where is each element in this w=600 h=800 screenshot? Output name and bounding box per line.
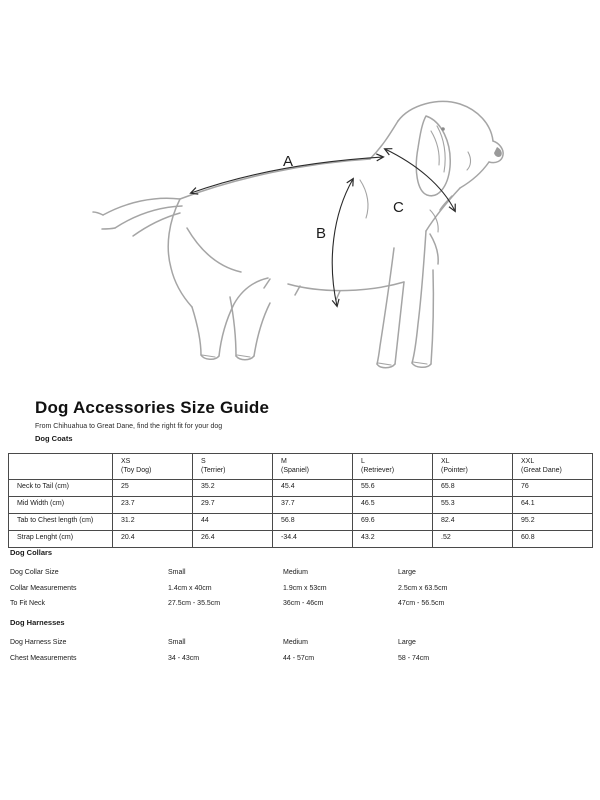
row-label: Collar Measurements xyxy=(10,584,77,592)
collar-fit-neck-row xyxy=(10,600,592,608)
row-value: 34 - 43cm xyxy=(168,654,200,662)
coats-cell: 35.2 xyxy=(193,479,273,496)
coats-row-mid-width xyxy=(9,496,593,513)
coats-row-tab-to-chest xyxy=(9,513,593,530)
coats-cell: 69.6 xyxy=(353,513,433,530)
row-value: Large xyxy=(398,639,416,646)
breed-name: (Retriever) xyxy=(361,467,395,475)
harness-chest-row xyxy=(10,655,592,663)
row-value: 36cm - 46cm xyxy=(283,600,324,608)
row-value: 44 - 57cm xyxy=(283,654,315,662)
section-heading-collars: Dog Collars xyxy=(10,548,53,557)
row-value: 1.9cm x 53cm xyxy=(283,584,327,592)
coats-table xyxy=(8,453,593,548)
dog-nose xyxy=(494,147,502,157)
breed-name: (Spaniel) xyxy=(281,467,310,475)
size-code: M xyxy=(281,458,287,465)
coats-cell: 95.2 xyxy=(513,513,593,530)
row-label: To Fit Neck xyxy=(10,600,46,608)
row-value: 27.5cm - 35.5cm xyxy=(168,600,221,608)
coats-cell: .52 xyxy=(433,530,513,547)
coats-column-header-xs xyxy=(113,454,193,480)
row-label: Chest Measurements xyxy=(10,654,77,662)
coats-cell: 26.4 xyxy=(193,530,273,547)
size-code: XXL xyxy=(521,458,535,465)
coats-column-header-l xyxy=(353,454,433,480)
coats-row-label: Mid Width (cm) xyxy=(9,496,113,513)
breed-name: (Great Dane) xyxy=(521,467,562,475)
coats-cell: 25 xyxy=(113,479,193,496)
measurement-arrow-b xyxy=(332,179,353,306)
dog-collars-section xyxy=(10,548,592,616)
row-label: Dog Harness Size xyxy=(10,639,67,646)
row-value: Small xyxy=(168,639,186,646)
coats-cell: 23.7 xyxy=(113,496,193,513)
coats-cell: -34.4 xyxy=(273,530,353,547)
size-code: XS xyxy=(121,458,131,465)
row-value: 1.4cm x 40cm xyxy=(168,584,212,592)
coats-cell: 64.1 xyxy=(513,496,593,513)
coats-cell: 55.6 xyxy=(353,479,433,496)
dog-sketch xyxy=(93,101,503,367)
breed-name: (Pointer) xyxy=(441,467,468,475)
breed-name: (Toy Dog) xyxy=(121,467,152,475)
row-value: Medium xyxy=(283,569,308,576)
coats-header-empty-cell xyxy=(9,454,113,480)
coats-cell: 20.4 xyxy=(113,530,193,547)
coats-cell: 65.8 xyxy=(433,479,513,496)
coats-cell: 76 xyxy=(513,479,593,496)
dog-harnesses-section xyxy=(10,618,592,670)
row-label: Dog Collar Size xyxy=(10,569,59,576)
measurement-label-a: A xyxy=(283,153,294,170)
coats-cell: 37.7 xyxy=(273,496,353,513)
coats-column-header-xxl xyxy=(513,454,593,480)
row-value: 2.5cm x 63.5cm xyxy=(398,584,448,592)
coats-row-label: Neck to Tail (cm) xyxy=(9,479,113,496)
collar-size-row xyxy=(10,569,592,577)
coats-cell: 44 xyxy=(193,513,273,530)
row-value: Medium xyxy=(283,639,308,646)
page-header xyxy=(35,398,269,430)
harness-size-row xyxy=(10,639,592,647)
row-value: 47cm - 56.5cm xyxy=(398,600,445,608)
coats-column-header-s xyxy=(193,454,273,480)
section-heading-harnesses: Dog Harnesses xyxy=(10,618,65,627)
measurement-label-b: B xyxy=(316,225,327,242)
page-title: Dog Accessories Size Guide xyxy=(35,398,270,417)
coats-cell: 60.8 xyxy=(513,530,593,547)
coats-row-neck-to-tail xyxy=(9,479,593,496)
collar-measurements-row xyxy=(10,585,592,593)
coats-header-row xyxy=(9,454,593,480)
dog-illustration xyxy=(0,0,600,395)
size-code: S xyxy=(201,458,206,465)
dog-eye xyxy=(441,127,445,131)
coats-row-label: Tab to Chest length (cm) xyxy=(9,513,113,530)
row-value: Small xyxy=(168,569,186,576)
coats-cell: 29.7 xyxy=(193,496,273,513)
coats-column-header-m xyxy=(273,454,353,480)
coats-cell: 82.4 xyxy=(433,513,513,530)
coats-cell: 56.8 xyxy=(273,513,353,530)
coats-cell: 43.2 xyxy=(353,530,433,547)
size-code: L xyxy=(361,458,365,465)
coats-cell: 46.5 xyxy=(353,496,433,513)
coats-cell: 31.2 xyxy=(113,513,193,530)
page-subtitle: From Chihuahua to Great Dane, find the right fit for your dog xyxy=(35,423,223,430)
section-heading-coats: Dog Coats xyxy=(35,434,73,443)
size-code: XL xyxy=(441,458,450,465)
measurement-label-c: C xyxy=(393,199,404,216)
row-value: Large xyxy=(398,569,416,576)
coats-cell: 45.4 xyxy=(273,479,353,496)
breed-name: (Terrier) xyxy=(201,467,226,475)
coats-row-label: Strap Lenght (cm) xyxy=(9,530,113,547)
row-value: 58 - 74cm xyxy=(398,654,430,662)
coats-column-header-xl xyxy=(433,454,513,480)
coats-row-strap-length xyxy=(9,530,593,547)
coats-cell: 55.3 xyxy=(433,496,513,513)
